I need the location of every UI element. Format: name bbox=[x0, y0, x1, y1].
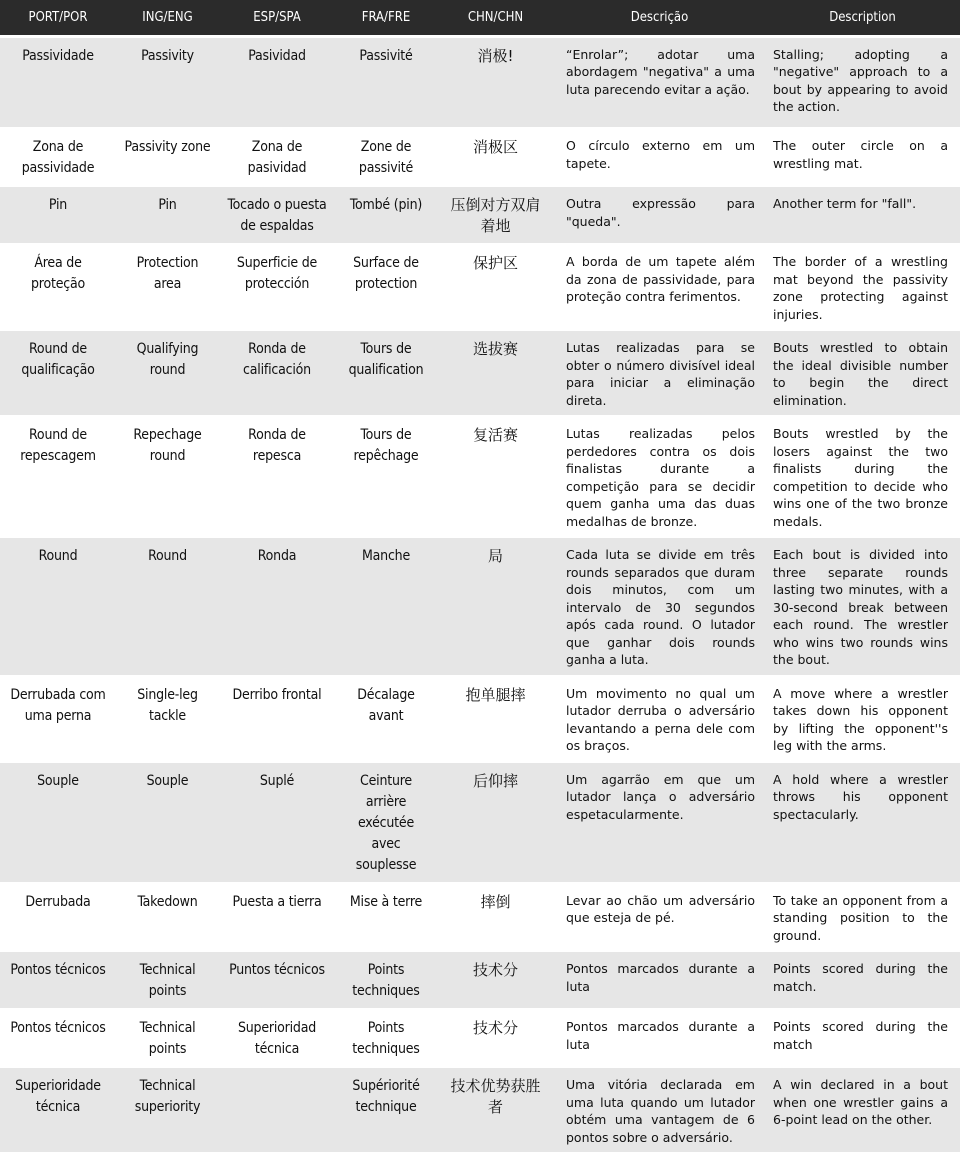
cell-desc-en: Each bout is divided into three separate rounds lasting two minutes, with a 30-second break between each round. The wrestler who wins two rounds wins the bout. bbox=[765, 537, 960, 676]
cell-por: Derrubada com uma perna bbox=[0, 676, 116, 762]
cell-spa: Superioridad técnica bbox=[219, 1009, 335, 1067]
cell-chn: 局 bbox=[437, 537, 554, 676]
cell-chn: 技术分 bbox=[437, 951, 554, 1009]
cell-por: Pin bbox=[0, 186, 116, 244]
cell-chn: 技术优势获胜者 bbox=[437, 1067, 554, 1153]
cell-desc-pt: Pontos marcados durante a luta bbox=[554, 951, 765, 1009]
cell-desc-pt: Um movimento no qual um lutador derruba o adversário levantando a perna dele com os braços. bbox=[554, 676, 765, 762]
cell-eng: Repechage round bbox=[116, 416, 219, 537]
cell-desc-en: To take an opponent from a standing position to the ground. bbox=[765, 883, 960, 952]
header-chn: CHN/CHN bbox=[437, 0, 554, 36]
cell-chn: 保护区 bbox=[437, 244, 554, 330]
header-por: PORT/POR bbox=[0, 0, 116, 36]
cell-por: Superioridade técnica bbox=[0, 1067, 116, 1153]
cell-desc-en: Points scored during the match bbox=[765, 1009, 960, 1067]
cell-chn: 消极! bbox=[437, 36, 554, 128]
cell-eng: Technical points bbox=[116, 1009, 219, 1067]
table-row bbox=[0, 762, 960, 883]
cell-desc-pt: O círculo externo em um tapete. bbox=[554, 128, 765, 186]
cell-desc-pt: Um agarrão em que um lutador lança o adversário espetacularmente. bbox=[554, 762, 765, 883]
cell-spa: Ronda de repesca bbox=[219, 416, 335, 537]
cell-spa: Pasividad bbox=[219, 36, 335, 128]
cell-desc-en: Stalling; adopting a "negative" approach to a bout by appearing to avoid the action. bbox=[765, 36, 960, 128]
cell-chn: 压倒对方双肩着地 bbox=[437, 186, 554, 244]
cell-eng: Pin bbox=[116, 186, 219, 244]
cell-eng: Souple bbox=[116, 762, 219, 883]
cell-por: Round de qualificação bbox=[0, 330, 116, 416]
cell-fre: Zone de passivité bbox=[335, 128, 437, 186]
cell-fre: Surface de protection bbox=[335, 244, 437, 330]
table-row bbox=[0, 1067, 960, 1153]
cell-spa: Puesta a tierra bbox=[219, 883, 335, 952]
cell-desc-pt: Cada luta se divide em três rounds separados que duram dois minutos, com um intervalo de 30 segundos após cada round. O lutador que ganhar dois rounds ganha a luta. bbox=[554, 537, 765, 676]
cell-fre: Ceinture arrière exécutée avec souplesse bbox=[335, 762, 437, 883]
cell-eng: Technical points bbox=[116, 951, 219, 1009]
cell-chn: 技术分 bbox=[437, 1009, 554, 1067]
cell-desc-pt: Uma vitória declarada em uma luta quando um lutador obtém uma vantagem de 6 pontos sobre o adversário. bbox=[554, 1067, 765, 1153]
cell-fre: Tours de repêchage bbox=[335, 416, 437, 537]
cell-desc-en: The outer circle on a wrestling mat. bbox=[765, 128, 960, 186]
cell-desc-en: A move where a wrestler takes down his opponent by lifting the opponent''s leg with the arms. bbox=[765, 676, 960, 762]
cell-desc-pt: Lutas realizadas para se obter o número divisível ideal para iniciar a eliminação direta. bbox=[554, 330, 765, 416]
cell-fre: Manche bbox=[335, 537, 437, 676]
cell-chn: 后仰摔 bbox=[437, 762, 554, 883]
table-row bbox=[0, 128, 960, 186]
cell-por: Passividade bbox=[0, 36, 116, 128]
cell-desc-pt: A borda de um tapete além da zona de passividade, para proteção contra ferimentos. bbox=[554, 244, 765, 330]
cell-desc-en: Another term for "fall". bbox=[765, 186, 960, 244]
cell-desc-en: The border of a wrestling mat beyond the passivity zone protecting against injuries. bbox=[765, 244, 960, 330]
cell-fre: Points techniques bbox=[335, 951, 437, 1009]
table-row bbox=[0, 36, 960, 128]
cell-spa: Puntos técnicos bbox=[219, 951, 335, 1009]
cell-por: Round de repescagem bbox=[0, 416, 116, 537]
table-row bbox=[0, 951, 960, 1009]
table-row bbox=[0, 1009, 960, 1067]
cell-desc-en: Bouts wrestled to obtain the ideal divisible number to begin the direct elimination. bbox=[765, 330, 960, 416]
header-descricao: Descrição bbox=[554, 0, 765, 36]
cell-fre: Supériorité technique bbox=[335, 1067, 437, 1153]
cell-eng: Technical superiority bbox=[116, 1067, 219, 1153]
cell-desc-en: A win declared in a bout when one wrestler gains a 6-point lead on the other. bbox=[765, 1067, 960, 1153]
cell-chn: 摔倒 bbox=[437, 883, 554, 952]
cell-por: Pontos técnicos bbox=[0, 951, 116, 1009]
cell-chn: 抱单腿摔 bbox=[437, 676, 554, 762]
table-row bbox=[0, 676, 960, 762]
header-eng: ING/ENG bbox=[116, 0, 219, 36]
cell-desc-pt: Outra expressão para "queda". bbox=[554, 186, 765, 244]
cell-fre: Décalage avant bbox=[335, 676, 437, 762]
table-row bbox=[0, 883, 960, 952]
cell-spa: Zona de pasividad bbox=[219, 128, 335, 186]
cell-eng: Round bbox=[116, 537, 219, 676]
cell-spa: Derribo frontal bbox=[219, 676, 335, 762]
cell-eng: Single-leg tackle bbox=[116, 676, 219, 762]
cell-por: Pontos técnicos bbox=[0, 1009, 116, 1067]
cell-spa: Tocado o puesta de espaldas bbox=[219, 186, 335, 244]
cell-desc-pt: Lutas realizadas pelos perdedores contra os dois finalistas durante a competição para se decidir quem ganha uma das duas medalhas de bronze. bbox=[554, 416, 765, 537]
cell-desc-en: Bouts wrestled by the losers against the two finalists during the competition to decide who wins one of the two bronze medals. bbox=[765, 416, 960, 537]
cell-desc-pt: Pontos marcados durante a luta bbox=[554, 1009, 765, 1067]
cell-por: Round bbox=[0, 537, 116, 676]
cell-chn: 选拔赛 bbox=[437, 330, 554, 416]
cell-spa: Ronda de calificación bbox=[219, 330, 335, 416]
cell-por: Área de proteção bbox=[0, 244, 116, 330]
cell-fre: Mise à terre bbox=[335, 883, 437, 952]
cell-fre: Passivité bbox=[335, 36, 437, 128]
cell-por: Souple bbox=[0, 762, 116, 883]
table-row bbox=[0, 537, 960, 676]
cell-eng: Protection area bbox=[116, 244, 219, 330]
header-row bbox=[0, 0, 960, 36]
cell-eng: Takedown bbox=[116, 883, 219, 952]
header-spa: ESP/SPA bbox=[219, 0, 335, 36]
cell-eng: Qualifying round bbox=[116, 330, 219, 416]
cell-desc-pt: “Enrolar”; adotar uma abordagem "negativa" a uma luta parecendo evitar a ação. bbox=[554, 36, 765, 128]
cell-desc-pt: Levar ao chão um adversário que esteja de pé. bbox=[554, 883, 765, 952]
cell-spa: Ronda bbox=[219, 537, 335, 676]
cell-por: Zona de passividade bbox=[0, 128, 116, 186]
table-row bbox=[0, 186, 960, 244]
table-row bbox=[0, 244, 960, 330]
cell-spa: Suplé bbox=[219, 762, 335, 883]
cell-spa bbox=[219, 1067, 335, 1153]
table-row bbox=[0, 330, 960, 416]
cell-chn: 消极区 bbox=[437, 128, 554, 186]
cell-fre: Tombé (pin) bbox=[335, 186, 437, 244]
header-fre: FRA/FRE bbox=[335, 0, 437, 36]
cell-fre: Points techniques bbox=[335, 1009, 437, 1067]
table-row bbox=[0, 416, 960, 537]
cell-eng: Passivity zone bbox=[116, 128, 219, 186]
cell-desc-en: Points scored during the match. bbox=[765, 951, 960, 1009]
cell-spa: Superficie de protección bbox=[219, 244, 335, 330]
cell-desc-en: A hold where a wrestler throws his opponent spectacularly. bbox=[765, 762, 960, 883]
cell-eng: Passivity bbox=[116, 36, 219, 128]
header-description: Description bbox=[765, 0, 960, 36]
cell-fre: Tours de qualification bbox=[335, 330, 437, 416]
cell-por: Derrubada bbox=[0, 883, 116, 952]
cell-chn: 复活赛 bbox=[437, 416, 554, 537]
